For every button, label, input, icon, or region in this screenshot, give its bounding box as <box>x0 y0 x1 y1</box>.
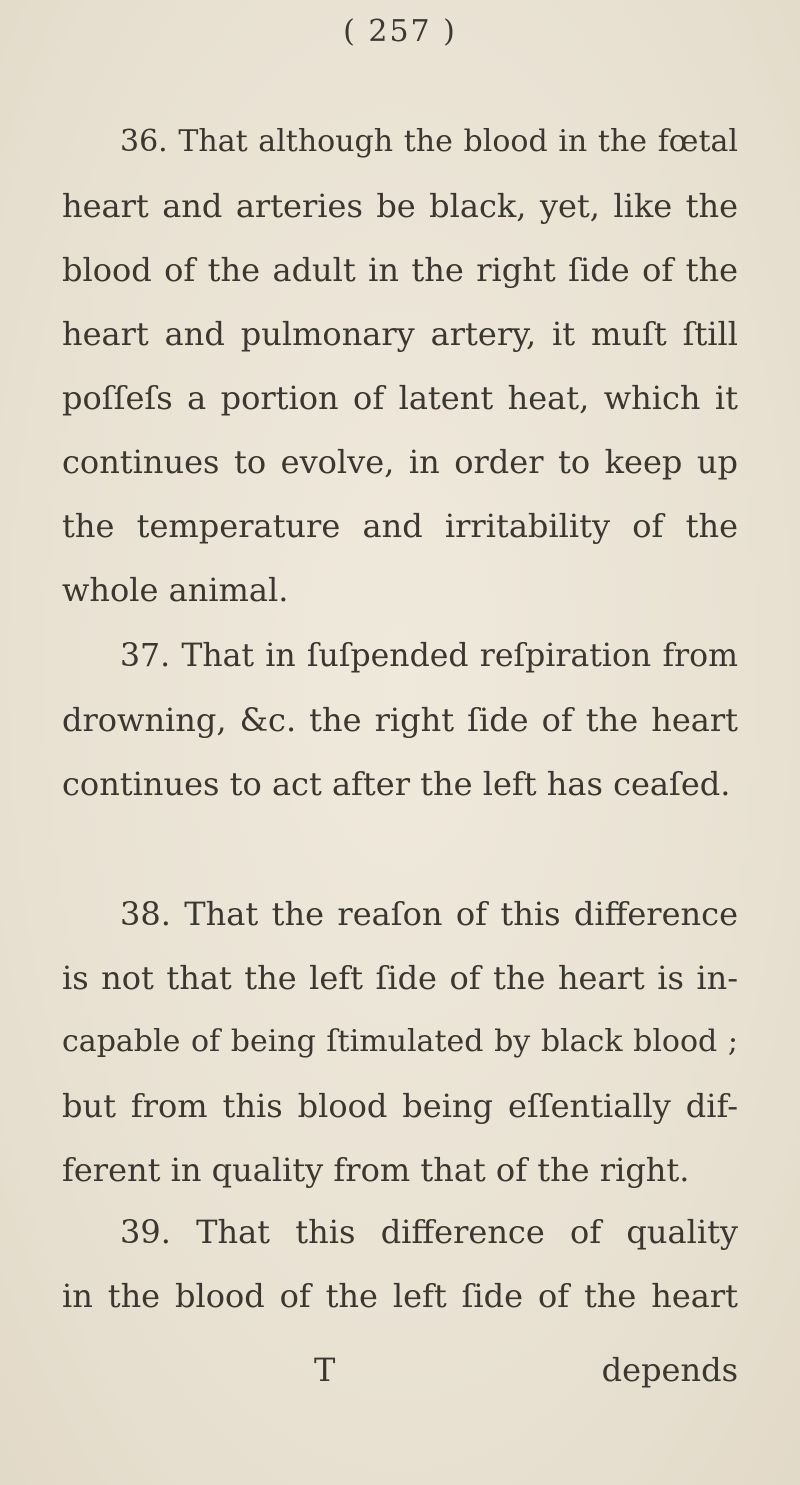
text-line: drowning, &c. the right ſide of the heart <box>62 701 738 739</box>
text-line: heart and pulmonary artery, it muſt ſtill <box>62 315 738 353</box>
page-number: ( 257 ) <box>343 14 457 49</box>
signature-mark: T <box>314 1351 336 1389</box>
text-line: ferent in quality from that of the right. <box>62 1151 690 1189</box>
page-footer <box>62 1338 738 1402</box>
text-line: 36. That although the blood in the fœtal <box>120 124 738 159</box>
text-line: 38. That the reaſon of this difference <box>120 895 738 933</box>
text-line: continues to evolve, in order to keep up <box>62 443 738 481</box>
text-line: poſſeſs a portion of latent heat, which it <box>62 379 738 417</box>
text-line: blood of the adult in the right ſide of the <box>62 251 738 289</box>
catchword: depends <box>601 1351 738 1389</box>
text-line: continues to act after the left has ceaſed. <box>62 765 731 803</box>
text-line: the temperature and irritability of the <box>62 507 738 545</box>
text-line: in the blood of the left ſide of the heart <box>62 1277 738 1315</box>
text-line: 39. That this difference of quality <box>120 1213 738 1251</box>
paragraph-37 <box>62 624 738 816</box>
paragraph-39 <box>62 1200 738 1328</box>
text-line: heart and arteries be black, yet, like the <box>62 187 738 225</box>
paragraph-38 <box>62 882 738 1202</box>
paragraph-36 <box>62 110 738 622</box>
text-line: 37. That in ſuſpended reſpiration from <box>120 638 738 674</box>
text-line: is not that the left ſide of the heart is in- <box>62 959 738 997</box>
text-line: but from this blood being eſſentially dif- <box>62 1087 738 1125</box>
text-line: whole animal. <box>62 571 289 609</box>
text-line: capable of being ſtimulated by black blood ; <box>62 1024 738 1059</box>
